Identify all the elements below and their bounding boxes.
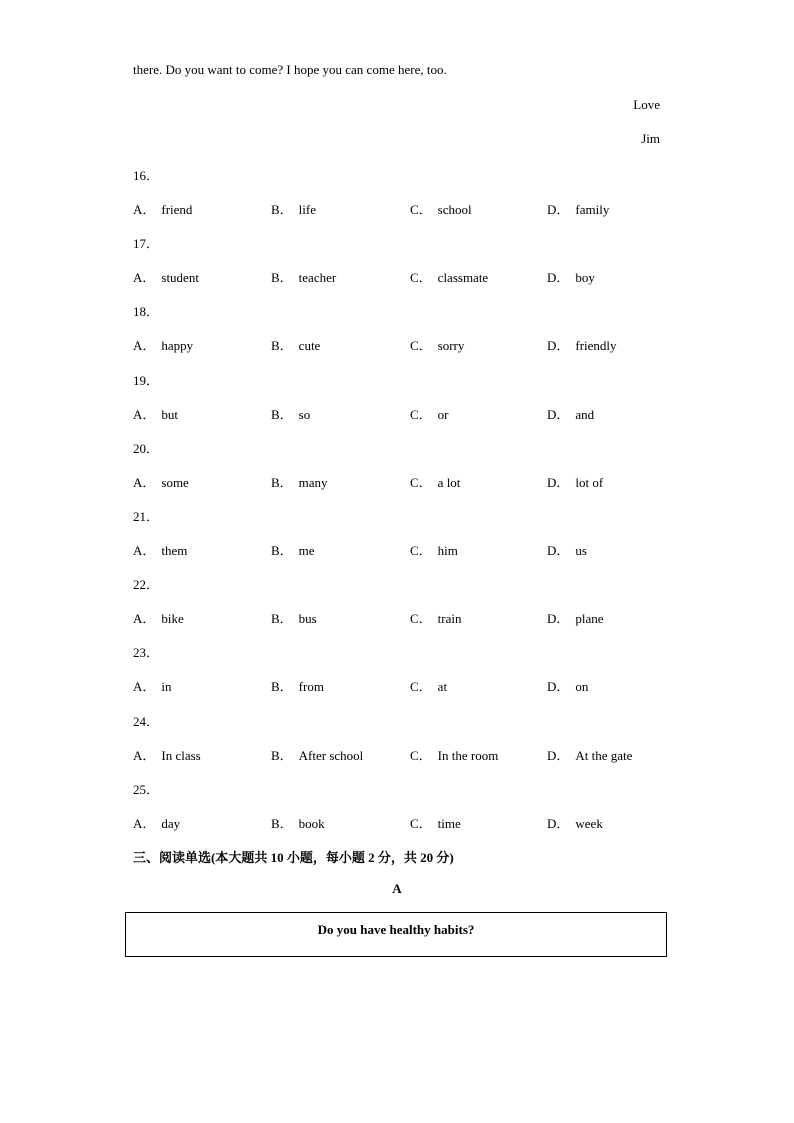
option-d[interactable]	[547, 745, 632, 764]
option-text: family	[575, 202, 610, 217]
option-text: so	[298, 406, 311, 422]
option-text: bus	[298, 611, 317, 627]
option-text: friend	[161, 202, 193, 217]
option-letter: A．	[133, 202, 156, 217]
question-number: 16．	[133, 168, 160, 183]
option-letter: A．	[133, 815, 156, 831]
option-row	[133, 676, 673, 694]
option-letter: B．	[271, 202, 293, 217]
option-a[interactable]	[133, 335, 193, 354]
option-letter: C．	[410, 815, 432, 831]
option-b[interactable]	[271, 745, 363, 764]
option-letter: B．	[271, 747, 293, 763]
option-text: student	[161, 270, 199, 286]
option-text: time	[437, 815, 461, 831]
option-text: lot of	[575, 474, 604, 490]
option-text: teacher	[298, 270, 337, 286]
option-row	[133, 404, 673, 422]
option-letter: C．	[410, 270, 432, 286]
option-letter: D．	[547, 543, 570, 558]
option-c[interactable]	[410, 267, 488, 286]
option-text: sorry	[437, 338, 465, 354]
option-row	[133, 267, 673, 285]
option-c[interactable]	[410, 335, 464, 354]
option-d[interactable]	[547, 472, 603, 491]
option-b[interactable]	[271, 676, 324, 695]
option-text: After school	[298, 747, 364, 763]
option-letter: C．	[410, 679, 432, 695]
option-letter: A．	[133, 679, 156, 695]
option-letter: C．	[410, 474, 432, 490]
option-row	[133, 472, 673, 490]
option-a[interactable]	[133, 676, 172, 695]
option-d[interactable]	[547, 608, 604, 627]
letter-sign-off: Love	[633, 97, 660, 112]
option-row	[133, 813, 673, 831]
option-letter: C．	[410, 543, 432, 558]
option-a[interactable]	[133, 199, 192, 218]
option-text: a lot	[437, 474, 461, 490]
option-c[interactable]	[410, 608, 462, 627]
option-c[interactable]	[410, 745, 498, 764]
option-d[interactable]	[547, 199, 609, 218]
option-text: train	[437, 611, 462, 627]
option-letter: D．	[547, 815, 570, 831]
option-text: In the room	[437, 747, 499, 763]
option-letter: D．	[547, 474, 570, 490]
option-text: at	[437, 679, 448, 695]
option-letter: A．	[133, 338, 156, 354]
option-letter: D．	[547, 202, 570, 217]
option-a[interactable]	[133, 404, 178, 423]
option-text: or	[437, 406, 449, 422]
option-c[interactable]	[410, 676, 447, 695]
option-row	[133, 608, 673, 626]
option-text: from	[298, 679, 324, 695]
option-letter: B．	[271, 474, 293, 490]
option-letter: A．	[133, 747, 156, 763]
option-c[interactable]	[410, 199, 472, 218]
option-row	[133, 540, 673, 558]
option-text: In class	[161, 747, 201, 763]
option-b[interactable]	[271, 404, 310, 423]
option-d[interactable]	[547, 813, 603, 832]
option-text: me	[298, 543, 315, 558]
option-text: cute	[298, 338, 321, 354]
option-b[interactable]	[271, 335, 320, 354]
question-number: 19．	[133, 372, 160, 388]
option-letter: B．	[271, 406, 293, 422]
option-text: many	[298, 474, 328, 490]
option-b[interactable]	[271, 813, 325, 832]
option-text: happy	[161, 338, 194, 354]
option-c[interactable]	[410, 472, 460, 491]
option-letter: A．	[133, 270, 156, 286]
option-text: bike	[161, 611, 184, 627]
question-number: 23．	[133, 645, 160, 661]
option-text: school	[437, 202, 472, 217]
option-letter: C．	[410, 611, 432, 627]
option-letter: C．	[410, 747, 432, 763]
letter-signature: Jim	[641, 131, 660, 146]
option-text: some	[161, 474, 189, 490]
option-c[interactable]	[410, 540, 458, 559]
passage-title-box	[125, 912, 667, 957]
option-text: life	[298, 202, 316, 217]
option-d[interactable]	[547, 335, 617, 354]
option-letter: B．	[271, 270, 293, 286]
option-a[interactable]	[133, 472, 189, 491]
option-d[interactable]	[547, 540, 587, 559]
option-text: them	[161, 543, 188, 558]
option-text: book	[298, 815, 325, 831]
option-letter: A．	[133, 611, 156, 627]
option-letter: D．	[547, 747, 570, 763]
option-letter: A．	[133, 406, 156, 422]
option-letter: D．	[547, 679, 570, 695]
option-text: day	[161, 815, 181, 831]
question-number: 18．	[133, 304, 160, 320]
option-row	[133, 335, 673, 353]
option-letter: D．	[547, 611, 570, 627]
option-letter: C．	[410, 338, 432, 354]
option-b[interactable]	[271, 472, 328, 491]
option-text: on	[575, 679, 589, 695]
option-text: him	[437, 543, 458, 558]
option-letter: D．	[547, 270, 570, 286]
option-text: in	[161, 679, 172, 695]
question-number: 22．	[133, 577, 160, 593]
option-a[interactable]	[133, 745, 201, 764]
option-d[interactable]	[547, 404, 594, 423]
option-b[interactable]	[271, 608, 317, 627]
option-text: classmate	[437, 270, 489, 286]
question-number: 17．	[133, 236, 160, 252]
option-b[interactable]	[271, 267, 336, 286]
question-number: 21．	[133, 509, 160, 524]
option-a[interactable]	[133, 608, 184, 627]
option-b[interactable]	[271, 199, 316, 218]
option-d[interactable]	[547, 676, 588, 695]
option-text: week	[575, 815, 603, 831]
option-text: boy	[575, 270, 595, 286]
option-a[interactable]	[133, 540, 187, 559]
option-row	[133, 199, 673, 217]
option-c[interactable]	[410, 404, 449, 423]
option-letter: B．	[271, 611, 293, 627]
passage-title: Do you have healthy habits?	[317, 922, 475, 937]
option-text: and	[575, 406, 595, 422]
question-number: 25．	[133, 781, 160, 797]
option-text: us	[575, 543, 587, 558]
option-text: At the gate	[575, 747, 633, 763]
option-letter: B．	[271, 338, 293, 354]
option-letter: B．	[271, 815, 293, 831]
option-letter: B．	[271, 543, 293, 558]
option-c[interactable]	[410, 813, 461, 832]
section-title: 三、阅读单选(本大题共 10 小题，每小题 2 分，共 20 分)	[133, 850, 454, 865]
option-text: plane	[575, 611, 604, 627]
option-b[interactable]	[271, 540, 315, 559]
option-letter: A．	[133, 474, 156, 490]
option-letter: A．	[133, 543, 156, 558]
option-letter: C．	[410, 406, 432, 422]
option-a[interactable]	[133, 267, 199, 286]
passage-label: A	[392, 881, 402, 896]
option-text: but	[161, 406, 179, 422]
question-number: 20．	[133, 440, 160, 456]
option-a[interactable]	[133, 813, 180, 832]
option-d[interactable]	[547, 267, 595, 286]
letter-closing-line: there. Do you want to come? I hope you can come here, too.	[133, 62, 447, 77]
option-letter: C．	[410, 202, 432, 217]
question-number: 24．	[133, 713, 160, 729]
option-letter: B．	[271, 679, 293, 695]
option-text: friendly	[575, 338, 617, 354]
option-letter: D．	[547, 338, 570, 354]
option-letter: D．	[547, 406, 570, 422]
option-row	[133, 745, 673, 763]
